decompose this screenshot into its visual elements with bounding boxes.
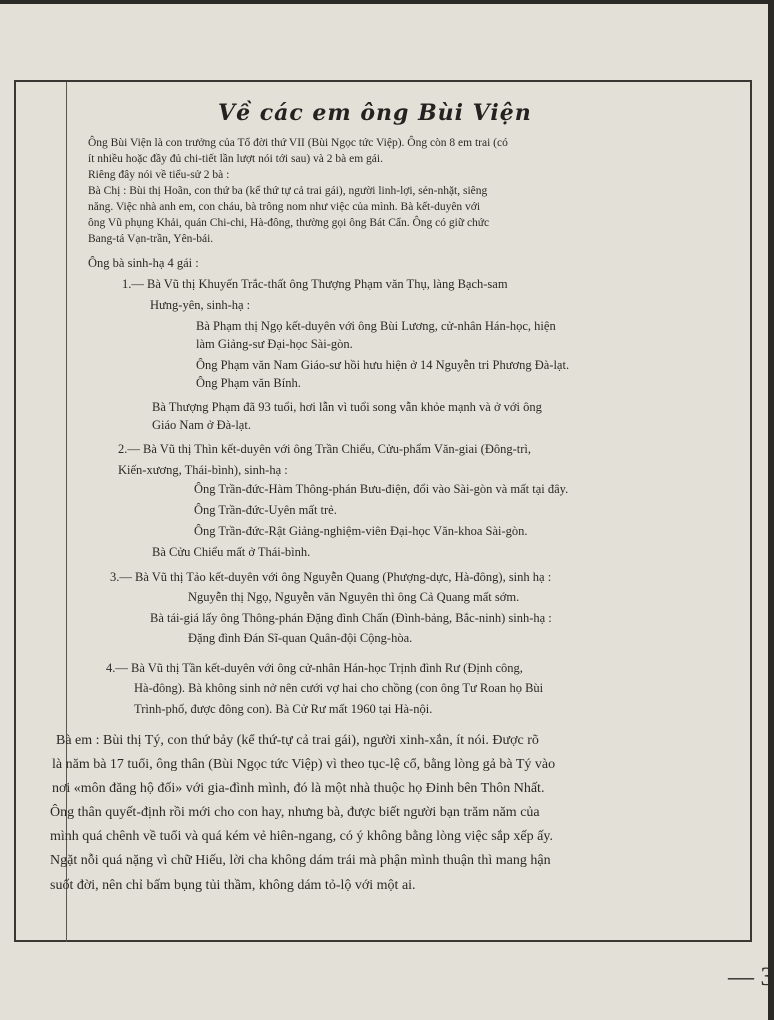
text-line: Bà Thượng Phạm đã 93 tuổi, hơi lẫn vì tuổi song vẫn khỏe mạnh và ở với ông (152, 400, 542, 414)
text-line: Ông bà sinh-hạ 4 gái : (88, 256, 199, 270)
text-line: nơi «môn đăng hộ đối» với gia-đình mình, đó là một nhà thuộc họ Đinh bên Thôn Nhất. (52, 781, 545, 796)
text-line: ông Vũ phụng Khải, quán Chi-chi, Hà-đông, thường gọi ông Bát Cẩn. Ông có giữ chức (88, 217, 490, 229)
text-line: Ông Phạm văn Nam Giáo-sư hồi hưu hiện ở 14 Nguyễn tri Phương Đà-lạt. (196, 358, 570, 372)
text-line: Nguyễn thị Ngọ, Nguyễn văn Nguyên thì ông Cả Quang mất sớm. (188, 590, 520, 604)
text-line: ít nhiều hoặc đầy đủ chi-tiết lần lượt nói tới sau) và 2 bà em gái. (88, 153, 383, 165)
text-line: làm Giảng-sư Đại-học Sài-gòn. (196, 337, 353, 351)
text-line: Bà em : Bùi thị Tý, con thứ bảy (kể thứ-tự cả trai gái), người xinh-xắn, ít nói. Được rõ (56, 733, 539, 748)
text-line: Bà Phạm thị Ngọ kết-duyên với ông Bùi Lương, cử-nhân Hán-học, hiện (196, 319, 556, 333)
page-number: — 3 (728, 962, 774, 991)
text-line: Hưng-yên, sinh-hạ : (150, 298, 251, 312)
text-line: 1.— Bà Vũ thị Khuyến Trắc-thất ông Thượng Phạm văn Thụ, làng Bạch-sam (122, 277, 508, 291)
text-line: Giáo Nam ở Đà-lạt. (152, 418, 251, 432)
text-line: suốt đời, nên chỉ bấm bụng tủi thầm, không dám tỏ-lộ với một ai. (50, 878, 416, 893)
text-line: Ông Trần-đức-Hàm Thông-phán Bưu-điện, đổi vào Sài-gòn và mất tại đây. (194, 482, 569, 496)
text-line: Ngặt nỗi quá nặng vì chữ Hiếu, lời cha không dám trái mà phận mình thuận thì mang hận (50, 853, 551, 868)
text-line: Ông Phạm văn Bính. (196, 376, 301, 390)
text-line: Ông Bùi Viện là con trưởng của Tổ đời thứ VII (Bùi Ngọc tức Việp). Ông còn 8 em trai (có (88, 137, 508, 149)
text-line: Bà Chị : Bùi thị Hoãn, con thứ ba (kể thứ tự cả trai gái), người linh-lợi, sẻn-nhặt, siêng (88, 185, 488, 197)
text-line: là năm bà 17 tuổi, ông thân (Bùi Ngọc tức Việp) vì theo tục-lệ cổ, bằng lòng gả bà Tý vào (52, 757, 556, 772)
text-line: Riêng đây nói về tiểu-sử 2 bà : (88, 169, 230, 181)
text-line: 4.— Bà Vũ thị Tần kết-duyên với ông cử-nhân Hán-học Trịnh đình Rư (Định công, (106, 661, 523, 675)
book-page (0, 4, 774, 1020)
text-line: 3.— Bà Vũ thị Tảo kết-duyên với ông Nguyễn Quang (Phượng-dực, Hà-đông), sinh hạ : (110, 570, 552, 584)
text-line: Ông thân quyết-định rồi mới cho con hay, nhưng bà, được biết người bạn trăm năm của (50, 805, 540, 820)
text-line: năng. Việc nhà anh em, con cháu, bà trông nom như việc của mình. Bà kết-duyên với (88, 201, 481, 213)
text-line: Bang-tá Vạn-trần, Yên-bái. (88, 233, 214, 245)
text-line: Bà tái-giá lấy ông Thông-phán Đặng đình Chấn (Đình-bảng, Bắc-ninh) sinh-hạ : (150, 611, 552, 625)
text-line: Hà-đông). Bà không sinh nở nên cưới vợ hai cho chồng (con ông Tư Roan họ Bùi (134, 681, 544, 695)
text-line: Bà Cửu Chiểu mất ở Thái-bình. (152, 545, 311, 559)
text-line: Trình-phố, được đông con). Bà Cử Rư mất 1960 tại Hà-nội. (134, 702, 433, 716)
text-line: Ông Trần-đức-Uyên mất trẻ. (194, 503, 337, 517)
page-title: Về các em ông Bùi Viện (218, 100, 532, 126)
text-line: mình quá chênh về tuổi và quá kém vẻ hiên-ngang, có ý không bằng lòng việc sắp xếp ấy. (50, 829, 553, 844)
text-line: 2.— Bà Vũ thị Thìn kết-duyên với ông Trần Chiểu, Cửu-phẩm Văn-giai (Đông-trì, (118, 442, 532, 456)
text-line: Đặng đình Đán Sĩ-quan Quân-đội Cộng-hòa. (188, 631, 413, 645)
text-line: Kiến-xương, Thái-bình), sinh-hạ : (118, 463, 288, 477)
text-line: Ông Trần-đức-Rật Giảng-nghiệm-viên Đại-học Văn-khoa Sài-gòn. (194, 524, 528, 538)
